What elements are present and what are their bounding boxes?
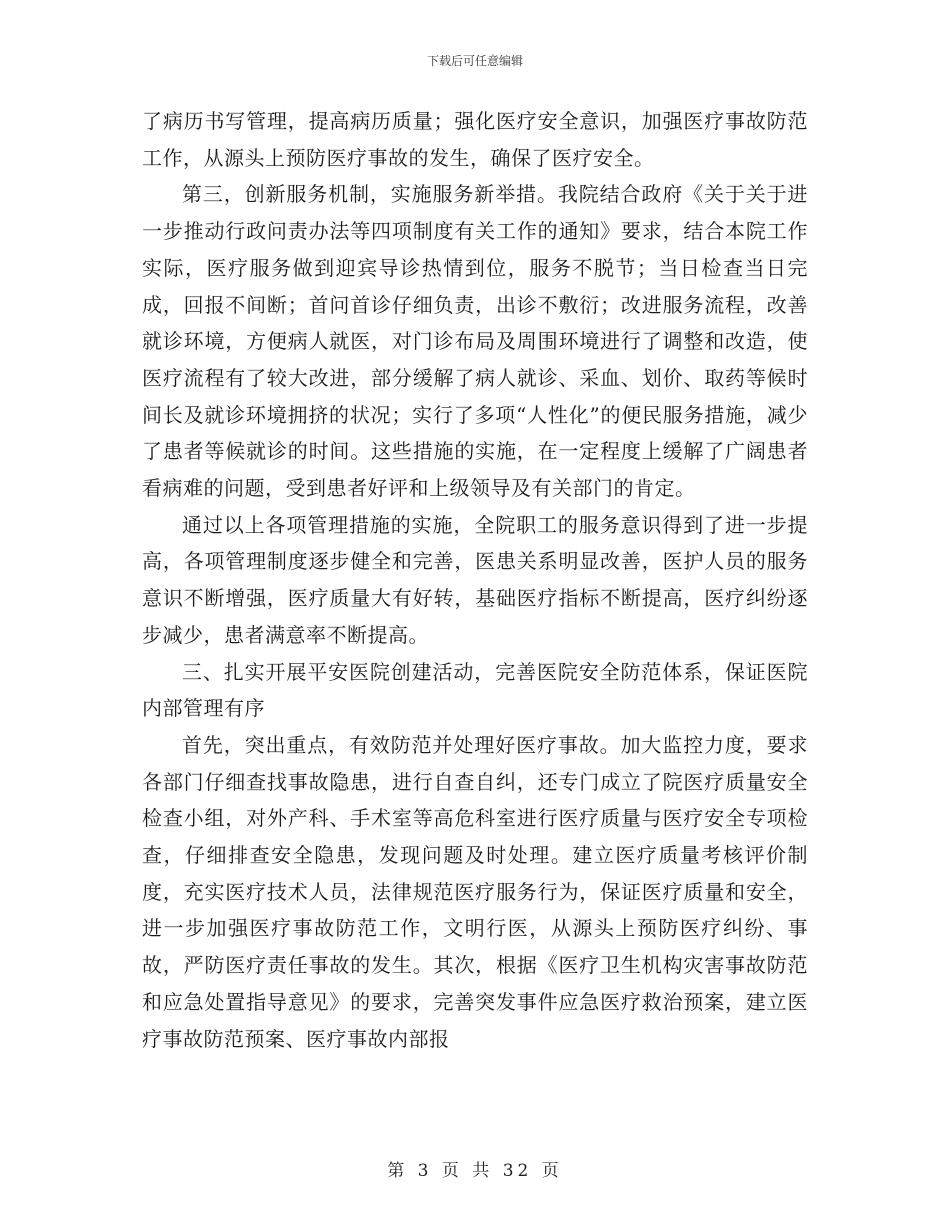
document-body bbox=[142, 103, 808, 1057]
paragraph-1: 了病历书写管理，提高病历质量；强化医疗安全意识，加强医疗事故防范工作，从源头上预防医疗事故的发生，确保了医疗安全。 bbox=[142, 109, 808, 170]
paragraph-2: 第三，创新服务机制，实施服务新举措。我院结合政府《关于关于进一步推动行政问责办法等四项制度有关工作的通知》要求，结合本院工作实际，医疗服务做到迎宾导诊热情到位，服务不脱节；当日检查当日完成，回报不间断；首问首诊仔细负责，出诊不敷衍；改进服务流程，改善就诊环境，方便病人就医，对门诊布局及周围环境进行了调整和改造，使医疗流程有了较大改进，部分缓解了病人就诊、采血、划价、取药等候时间长及就诊环境拥挤的状况；实行了多项“人性化”的便民服务措施，减少了患者等候就诊的时间。这些措施的实施，在一定程度上缓解了广阔患者看病难的问题，受到患者好评和上级领导及有关部门的肯定。 bbox=[142, 182, 808, 501]
paragraph-5: 首先，突出重点，有效防范并处理好医疗事故。加大监控力度，要求各部门仔细查找事故隐患，进行自查自纠，还专门成立了院医疗质量安全检查小组，对外产科、手术室等高危科室进行医疗质量与医疗安全专项检查，仔细排查安全隐患，发现问题及时处理。建立医疗质量考核评价制度，充实医疗技术人员，法律规范医疗服务行为，保证医疗质量和安全，进一步加强医疗事故防范工作，文明行医，从源头上预防医疗纠纷、事故，严防医疗责任事故的发生。其次，根据《医疗卫生机构灾害事故防范和应急处置指导意见》的要求，完善突发事件应急医疗救治预案，建立医疗事故防范预案、医疗事故内部报 bbox=[142, 732, 808, 1051]
paragraph-3: 通过以上各项管理措施的实施，全院职工的服务意识得到了进一步提高，各项管理制度逐步健全和完善，医患关系明显改善，医护人员的服务意识不断增强，医疗质量大有好转，基础医疗指标不断提高，医疗纠纷逐步减少，患者满意率不断提高。 bbox=[142, 512, 808, 647]
page-header: 下载后可任意编辑 bbox=[426, 54, 523, 68]
page-footer: 第 3 页 共 32 页 bbox=[387, 1161, 563, 1181]
section-heading-3: 三、扎实开展平安医院创建活动，完善医院安全防范体系，保证医院内部管理有序 bbox=[142, 659, 808, 721]
